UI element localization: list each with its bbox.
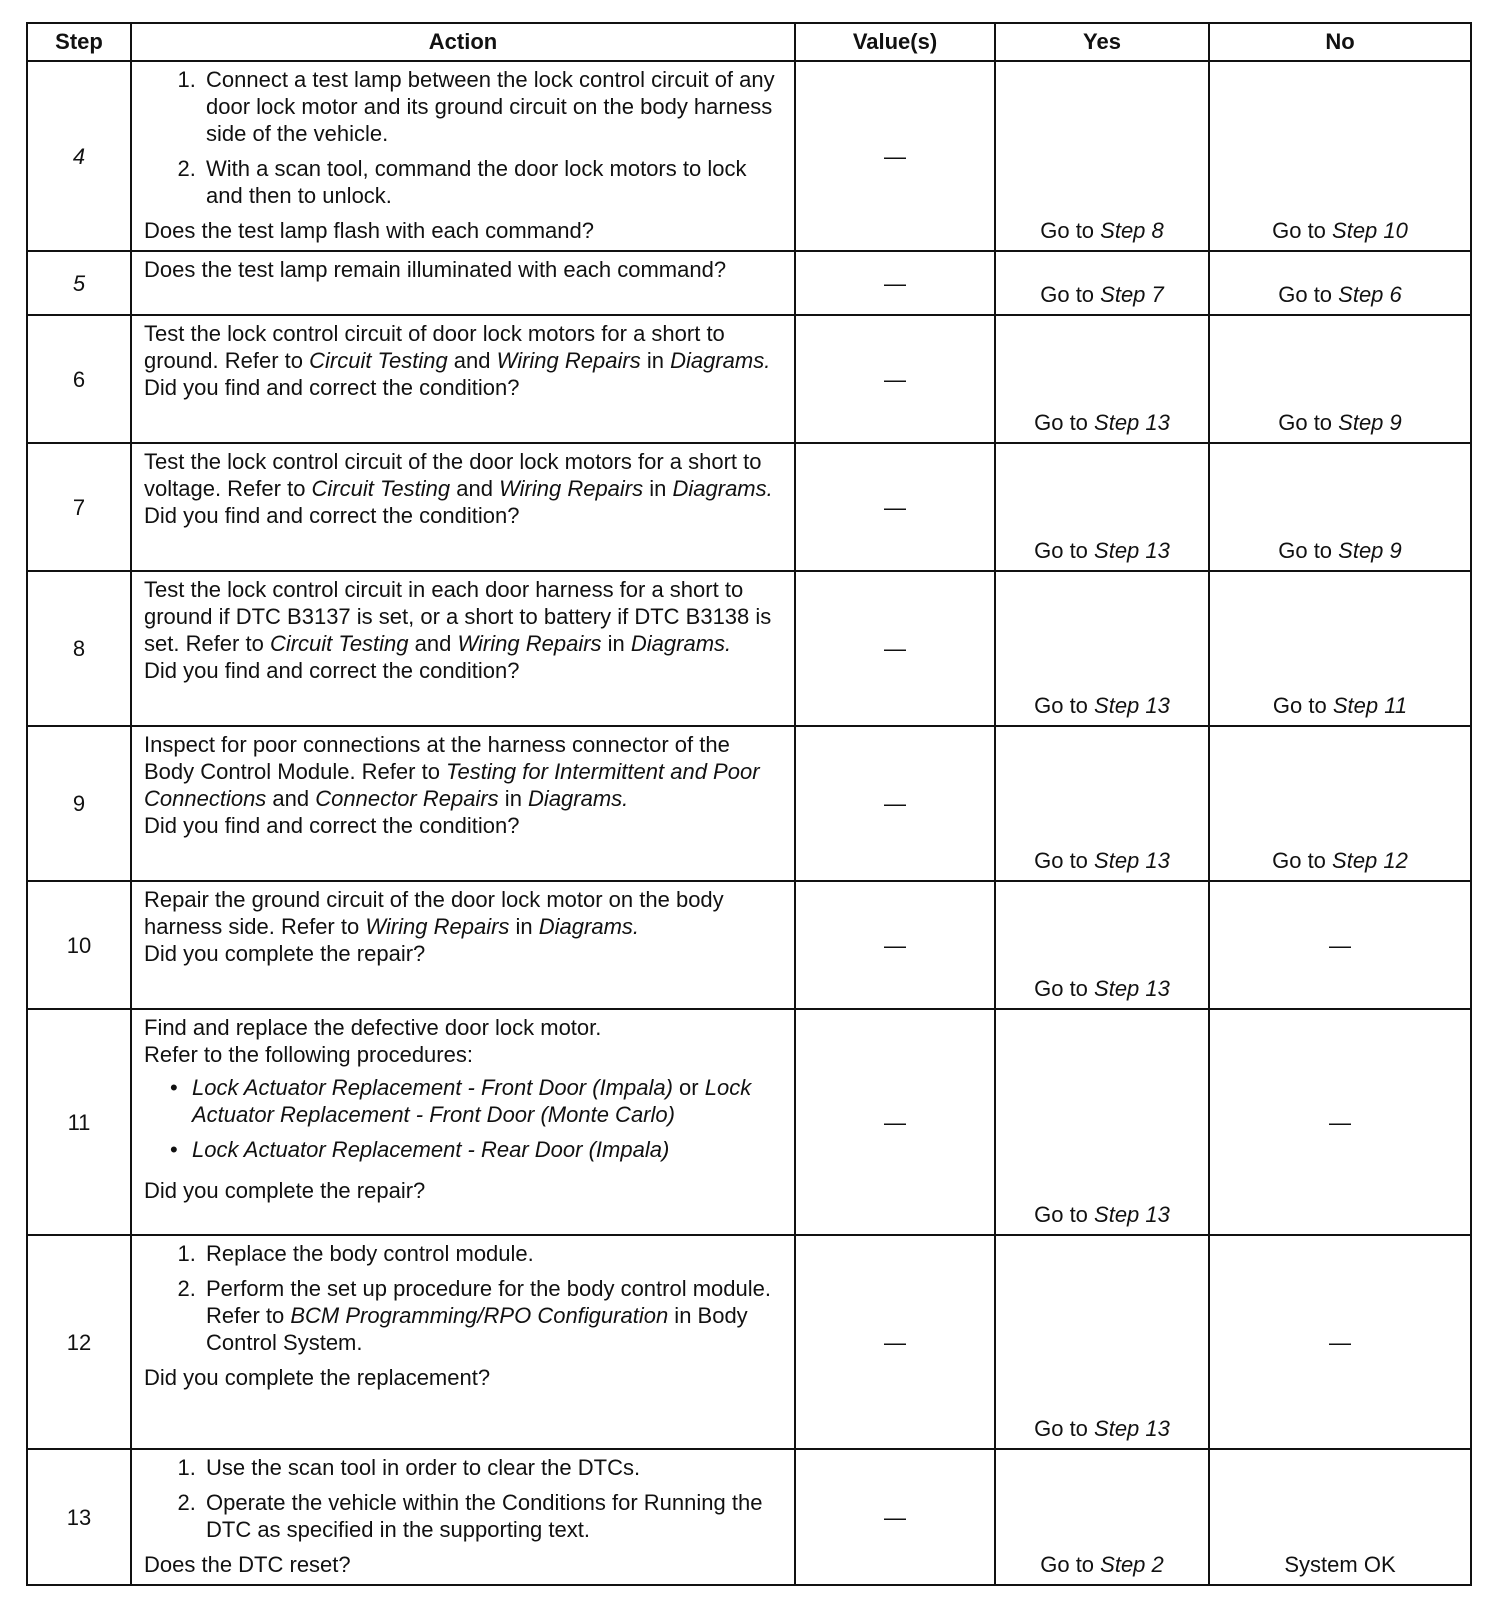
action-cell: [131, 726, 795, 881]
reference-link[interactable]: Diagrams.: [528, 786, 629, 811]
no-cell: —: [1209, 881, 1471, 1009]
yes-step-link[interactable]: Step 13: [1094, 1416, 1170, 1441]
action-text-part: Repair the ground circuit of the door lock motor on the body harness side. Refer to: [144, 887, 724, 939]
reference-link[interactable]: Testing for Intermittent and Poor Connections: [144, 759, 760, 811]
yes-prefix: Go to: [1034, 848, 1095, 873]
value-cell: —: [795, 251, 995, 315]
yes-cell: [995, 726, 1209, 881]
no-prefix: Go to: [1272, 693, 1333, 718]
reference-link[interactable]: Wiring Repairs: [499, 476, 644, 501]
action-question: Does the test lamp remain illuminated with each command?: [144, 257, 727, 282]
procedure-list: [144, 1074, 784, 1171]
yes-step-link[interactable]: Step 13: [1094, 1202, 1170, 1227]
yes-step-link[interactable]: Step 7: [1100, 282, 1164, 307]
no-prefix: Go to: [1278, 538, 1339, 563]
yes-prefix: Go to: [1040, 218, 1101, 243]
yes-cell: [995, 1449, 1209, 1585]
value-cell: —: [795, 571, 995, 726]
action-text-part: in: [643, 476, 673, 501]
action-step-item: 2. With a scan tool, command the door lock motors to lock and then to unlock.: [202, 155, 784, 209]
action-text-part: Perform the set up procedure for the body control module. Refer to: [206, 1276, 771, 1328]
yes-prefix: Go to: [1034, 538, 1095, 563]
no-prefix: Go to: [1272, 848, 1333, 873]
table-row: [27, 1235, 1471, 1449]
header-row: [27, 23, 1471, 61]
action-text: [144, 886, 784, 940]
procedure-item: [192, 1074, 784, 1128]
reference-link[interactable]: Wiring Repairs: [365, 914, 510, 939]
table-row: [27, 251, 1471, 315]
reference-link[interactable]: Diagrams.: [670, 348, 771, 373]
table-row: [27, 881, 1471, 1009]
yes-step-link[interactable]: Step 13: [1094, 848, 1170, 873]
action-cell: [131, 251, 795, 315]
value-cell: —: [795, 881, 995, 1009]
action-steps: [144, 66, 784, 217]
step-number: 13: [27, 1449, 131, 1585]
action-text-part: and: [447, 348, 497, 373]
reference-link[interactable]: Wiring Repairs: [457, 631, 602, 656]
diagnostic-table: [26, 22, 1472, 1586]
header-yes: Yes: [995, 23, 1209, 61]
action-text: Find and replace the defective door lock motor.: [144, 1015, 602, 1040]
yes-cell: [995, 881, 1209, 1009]
action-text-part: Test the lock control circuit of the door lock motors for a short to voltage. Refer to: [144, 449, 762, 501]
step-number: 9: [27, 726, 131, 881]
step-number: 5: [27, 251, 131, 315]
action-question: Did you complete the replacement?: [144, 1365, 491, 1390]
action-cell: [131, 1449, 795, 1585]
no-cell: —: [1209, 1009, 1471, 1235]
action-text-part: and: [408, 631, 458, 656]
reference-link[interactable]: Connector Repairs: [315, 786, 499, 811]
table-row: [27, 443, 1471, 571]
no-cell: —: [1209, 1235, 1471, 1449]
action-step-item: 1. Use the scan tool in order to clear the DTCs.: [202, 1454, 784, 1481]
yes-prefix: Go to: [1040, 282, 1101, 307]
table-row: [27, 315, 1471, 443]
reference-link[interactable]: Lock Actuator Replacement - Front Door (Monte Carlo): [192, 1075, 752, 1127]
yes-step-link[interactable]: Step 8: [1100, 218, 1164, 243]
action-steps: [144, 1240, 784, 1364]
table-row: [27, 61, 1471, 251]
procedure-item: [192, 1136, 784, 1163]
action-text: [144, 576, 784, 657]
reference-link[interactable]: Circuit Testing: [309, 348, 448, 373]
value-cell: —: [795, 443, 995, 571]
table-row: [27, 726, 1471, 881]
no-prefix: Go to: [1278, 282, 1339, 307]
yes-prefix: Go to: [1034, 1416, 1095, 1441]
reference-link[interactable]: Diagrams.: [672, 476, 773, 501]
value-cell: —: [795, 1235, 995, 1449]
table-row: [27, 1009, 1471, 1235]
yes-prefix: Go to: [1034, 1202, 1095, 1227]
reference-link[interactable]: BCM Programming/RPO Configuration: [290, 1303, 669, 1328]
header-step: Step: [27, 23, 131, 61]
action-text-part: Test the lock control circuit of door lock motors for a short to ground. Refer to: [144, 321, 725, 373]
yes-cell: [995, 443, 1209, 571]
value-cell: —: [795, 1449, 995, 1585]
reference-link[interactable]: Circuit Testing: [311, 476, 451, 501]
yes-prefix: Go to: [1034, 693, 1095, 718]
action-cell: [131, 1235, 795, 1449]
yes-cell: [995, 251, 1209, 315]
action-question: Did you find and correct the condition?: [144, 375, 520, 400]
yes-step-link[interactable]: Step 13: [1094, 976, 1170, 1001]
value-cell: —: [795, 726, 995, 881]
action-text-part: Test the lock control circuit in each door harness for a short to ground if DTC B3137 is set, or a short to battery if DTC B3138 is set. Refer to: [144, 577, 772, 656]
action-text-part: in: [640, 348, 671, 373]
reference-link[interactable]: Lock Actuator Replacement - Front Door (Impala): [192, 1075, 673, 1100]
action-cell: [131, 571, 795, 726]
no-cell: [1209, 251, 1471, 315]
action-text: Refer to the following procedures:: [144, 1042, 473, 1067]
action-cell: [131, 443, 795, 571]
yes-cell: [995, 315, 1209, 443]
table-row: [27, 1449, 1471, 1585]
step-number: 7: [27, 443, 131, 571]
yes-cell: [995, 61, 1209, 251]
yes-step-link[interactable]: Step 2: [1100, 1552, 1164, 1577]
action-text-part: or: [672, 1075, 705, 1100]
value-cell: —: [795, 315, 995, 443]
no-cell: [1209, 571, 1471, 726]
yes-cell: [995, 1235, 1209, 1449]
no-prefix: Go to: [1278, 410, 1339, 435]
reference-link[interactable]: Circuit Testing: [269, 631, 409, 656]
header-no: No: [1209, 23, 1471, 61]
yes-prefix: Go to: [1034, 410, 1095, 435]
step-number: 4: [27, 61, 131, 251]
no-cell: [1209, 443, 1471, 571]
action-question: Did you find and correct the condition?: [144, 658, 520, 683]
yes-step-link[interactable]: Step 13: [1094, 410, 1170, 435]
action-question: Did you complete the repair?: [144, 1178, 426, 1203]
action-text: [144, 731, 784, 812]
reference-link[interactable]: Diagrams.: [538, 914, 640, 939]
action-step-item: [202, 1275, 784, 1356]
action-text-part: in: [601, 631, 631, 656]
action-step-item: 1. Connect a test lamp between the lock control circuit of any door lock motor and its ground circuit on the body harness side of the vehicle.: [202, 66, 784, 147]
action-step-item: 1. Replace the body control module.: [202, 1240, 784, 1267]
table-row: [27, 571, 1471, 726]
no-step-link[interactable]: Step 12: [1332, 848, 1408, 873]
action-question: Did you find and correct the condition?: [144, 503, 520, 528]
yes-prefix: Go to: [1040, 1552, 1101, 1577]
step-number: 11: [27, 1009, 131, 1235]
yes-cell: [995, 571, 1209, 726]
action-text: [144, 448, 784, 502]
action-cell: [131, 315, 795, 443]
no-cell: System OK: [1209, 1449, 1471, 1585]
step-number: 10: [27, 881, 131, 1009]
step-number: 12: [27, 1235, 131, 1449]
step-number: 6: [27, 315, 131, 443]
reference-link[interactable]: Lock Actuator Replacement - Rear Door (Impala): [192, 1137, 670, 1162]
action-question: Does the DTC reset?: [144, 1552, 351, 1577]
header-action: Action: [131, 23, 795, 61]
no-cell: [1209, 315, 1471, 443]
no-cell: [1209, 726, 1471, 881]
no-step-link[interactable]: Step 10: [1332, 218, 1408, 243]
action-text-part: in: [509, 914, 539, 939]
action-step-item: 2. Operate the vehicle within the Conditions for Running the DTC as specified in the supporting text.: [202, 1489, 784, 1543]
no-cell: [1209, 61, 1471, 251]
yes-cell: [995, 1009, 1209, 1235]
action-text-part: in: [498, 786, 529, 811]
reference-link[interactable]: Wiring Repairs: [496, 348, 641, 373]
action-question: Does the test lamp flash with each command?: [144, 218, 595, 243]
step-number: 8: [27, 571, 131, 726]
action-text-part: and: [450, 476, 500, 501]
action-text-part: in Body Control System.: [206, 1303, 748, 1355]
action-cell: [131, 1009, 795, 1235]
action-cell: [131, 61, 795, 251]
reference-link[interactable]: Diagrams.: [630, 631, 732, 656]
yes-step-link[interactable]: Step 13: [1094, 693, 1170, 718]
value-cell: —: [795, 61, 995, 251]
no-step-link[interactable]: Step 6: [1338, 282, 1402, 307]
action-text-part: and: [266, 786, 316, 811]
yes-step-link[interactable]: Step 13: [1094, 538, 1170, 563]
no-prefix: Go to: [1272, 218, 1333, 243]
action-text: [144, 320, 784, 374]
action-steps: [144, 1454, 784, 1551]
header-values: Value(s): [795, 23, 995, 61]
yes-prefix: Go to: [1034, 976, 1095, 1001]
action-question: Did you complete the repair?: [144, 941, 426, 966]
value-cell: —: [795, 1009, 995, 1235]
action-cell: [131, 881, 795, 1009]
no-step-link[interactable]: Step 11: [1332, 693, 1408, 718]
action-text-part: Inspect for poor connections at the harness connector of the Body Control Module. Refer to: [144, 732, 730, 784]
no-step-link[interactable]: Step 9: [1338, 538, 1402, 563]
no-step-link[interactable]: Step 9: [1338, 410, 1402, 435]
action-question: Did you find and correct the condition?: [144, 813, 520, 838]
